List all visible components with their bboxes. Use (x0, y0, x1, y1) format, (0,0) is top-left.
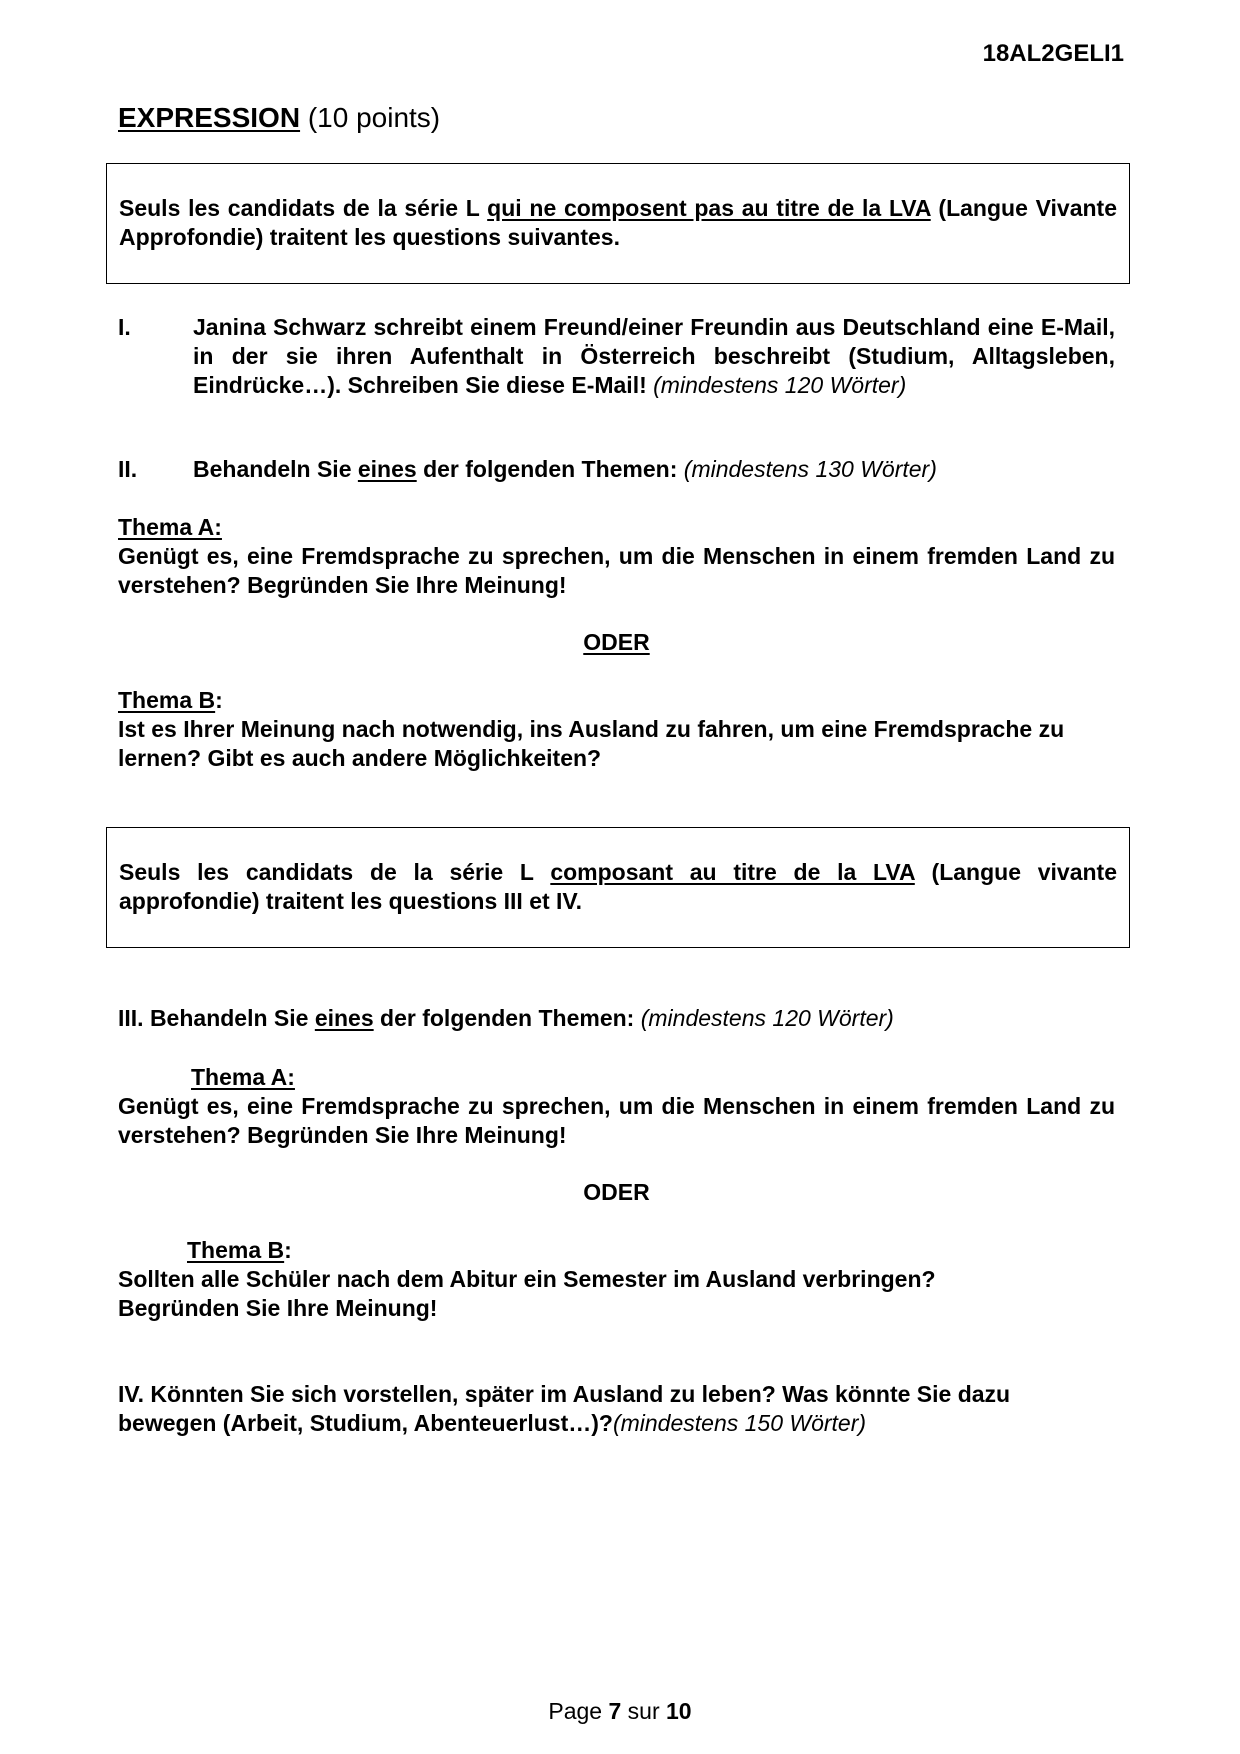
instruction-box-2 (106, 827, 1130, 948)
section-title (118, 102, 440, 134)
section-title-main: EXPRESSION (118, 102, 301, 133)
instruction-box-2-text: Seuls les candidats de la série L composant au titre de la LVA (Langue vivante approfondie) traitent les questions III et IV. (119, 859, 1117, 914)
thema-b-1-text: Ist es Ihrer Meinung nach notwendig, ins Ausland zu fahren, um eine Fremdsprache zu lernen? Gibt es auch andere Möglichkeiten? (118, 716, 1065, 771)
thema-a-2-label: Thema A: (191, 1064, 295, 1090)
thema-b-2-line-1: Sollten alle Schüler nach dem Abitur ein Semester im Ausland verbringen? (118, 1266, 936, 1292)
question-1-number: I. (118, 314, 131, 340)
thema-a-1-text: Genügt es, eine Fremdsprache zu sprechen, um die Menschen in einem fremden Land zu verstehen? Begründen Sie Ihre Meinung! (118, 543, 1115, 598)
question-3-text: III. Behandeln Sie eines der folgenden Themen: (mindestens 120 Wörter) (118, 1005, 894, 1031)
document-code: 18AL2GELI1 (982, 40, 1124, 67)
thema-a-2-text: Genügt es, eine Fremdsprache zu sprechen, um die Menschen in einem fremden Land zu verstehen? Begründen Sie Ihre Meinung! (118, 1093, 1115, 1148)
question-2-text: Behandeln Sie eines der folgenden Themen: (mindestens 130 Wörter) (193, 456, 937, 482)
oder-2: ODER (583, 1179, 650, 1205)
question-4-line-2: bewegen (Arbeit, Studium, Abenteuerlust…)?(mindestens 150 Wörter) (118, 1410, 867, 1436)
instruction-box-1-text: Seuls les candidats de la série L qui ne composent pas au titre de la LVA (Langue Vivante Approfondie) traitent les questions suivantes. (119, 195, 1117, 250)
section-title-points: (10 points) (307, 102, 441, 133)
thema-b-2-label: Thema B: (187, 1237, 292, 1263)
thema-b-2-line-2: Begründen Sie Ihre Meinung! (118, 1295, 438, 1321)
page-number: Page 7 sur 10 (548, 1698, 692, 1724)
thema-a-1-label: Thema A: (118, 514, 222, 540)
question-4-line-1: IV. Könnten Sie sich vorstellen, später im Ausland zu leben? Was könnte Sie dazu (118, 1381, 1011, 1407)
oder-1: ODER (583, 629, 650, 655)
question-1-text: Janina Schwarz schreibt einem Freund/einer Freundin aus Deutschland eine E-Mail, in der sie ihren Aufenthalt in Österreich beschreibt (Studium, Alltagsleben, Eindrücke…). Schreiben Sie diese E-Mail! (mindestens 120 Wörter) (193, 314, 1115, 398)
instruction-box-1 (106, 163, 1130, 284)
thema-b-1-label: Thema B: (118, 687, 223, 713)
question-2-number: II. (118, 456, 138, 482)
